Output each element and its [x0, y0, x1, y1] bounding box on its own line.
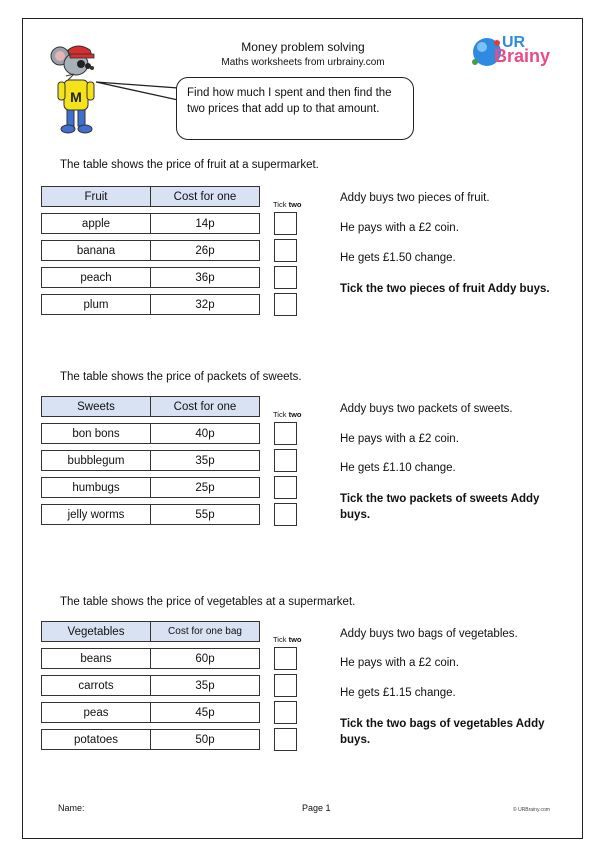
section-3-instruction: Tick the two bags of vegetables Addy buys.: [340, 718, 545, 747]
tick-box-bon-bons[interactable]: [274, 422, 297, 445]
table-row: plum 32p: [41, 294, 260, 315]
table-row: banana 26p: [41, 240, 260, 261]
section-2-instruction: Tick the two packets of sweets Addy buys.: [340, 493, 540, 522]
tick-box-potatoes[interactable]: [274, 728, 297, 751]
table-header-cost: Cost for one: [150, 186, 260, 207]
section-2-line-2: He pays with a £2 coin.: [340, 433, 459, 445]
section-1-intro: The table shows the price of fruit at a supermarket.: [60, 159, 319, 171]
logo-text-brainy: Brainy: [494, 46, 551, 66]
section-3-intro: The table shows the price of vegetables at a supermarket.: [60, 596, 356, 608]
section-2-line-1: Addy buys two packets of sweets.: [340, 403, 513, 415]
table-header-cost: Cost for one bag: [150, 621, 260, 642]
table-row: carrots 35p: [41, 675, 260, 696]
section-1-line-2: He pays with a £2 coin.: [340, 222, 459, 234]
tick-box-bubblegum[interactable]: [274, 449, 297, 472]
tick-box-carrots[interactable]: [274, 674, 297, 697]
tick-box-apple[interactable]: [274, 212, 297, 235]
tick-box-banana[interactable]: [274, 239, 297, 262]
tick-two-label: Tick two: [273, 635, 302, 644]
tick-box-peas[interactable]: [274, 701, 297, 724]
table-row: bubblegum 35p: [41, 450, 260, 471]
speech-pointer: [96, 78, 180, 108]
tick-two-label: Tick two: [273, 200, 302, 209]
speech-bubble: Find how much I spent and then find the two prices that add up to that amount.: [176, 77, 414, 140]
section-3-line-2: He pays with a £2 coin.: [340, 657, 459, 669]
table-header-item: Vegetables: [41, 621, 150, 642]
section-1-line-3: He gets £1.50 change.: [340, 252, 456, 264]
urbrainy-logo: [470, 34, 570, 74]
table-row: bon bons 40p: [41, 423, 260, 444]
section-2-intro: The table shows the price of packets of sweets.: [60, 371, 302, 383]
tick-two-label: Tick two: [273, 410, 302, 419]
table-header-item: Fruit: [41, 186, 150, 207]
tick-box-peach[interactable]: [274, 266, 297, 289]
section-1-line-1: Addy buys two pieces of fruit.: [340, 192, 490, 204]
table-row: humbugs 25p: [41, 477, 260, 498]
table-row: jelly worms 55p: [41, 504, 260, 525]
tick-box-plum[interactable]: [274, 293, 297, 316]
mascot-letter: M: [70, 89, 82, 105]
page-subtitle: Maths worksheets from urbrainy.com: [221, 57, 385, 68]
section-3-line-1: Addy buys two bags of vegetables.: [340, 628, 518, 640]
copyright: © URBrainy.com: [513, 807, 550, 813]
section-1-instruction: Tick the two pieces of fruit Addy buys.: [340, 283, 550, 295]
table-header-item: Sweets: [41, 396, 150, 417]
tick-box-humbugs[interactable]: [274, 476, 297, 499]
table-row: potatoes 50p: [41, 729, 260, 750]
section-2-line-3: He gets £1.10 change.: [340, 462, 456, 474]
table-header-cost: Cost for one: [150, 396, 260, 417]
name-label: Name:: [58, 803, 85, 813]
table-row: beans 60p: [41, 648, 260, 669]
page-number: Page 1: [302, 803, 331, 813]
table-row: peas 45p: [41, 702, 260, 723]
section-1-price-table: [41, 180, 260, 321]
table-row: peach 36p: [41, 267, 260, 288]
tick-box-beans[interactable]: [274, 647, 297, 670]
section-3-line-3: He gets £1.15 change.: [340, 687, 456, 699]
section-3-price-table: [41, 615, 260, 756]
tick-box-jelly-worms[interactable]: [274, 503, 297, 526]
section-2-price-table: [41, 390, 260, 531]
table-row: apple 14p: [41, 213, 260, 234]
page-title: Money problem solving: [241, 40, 365, 54]
logo-text-ur: UR: [502, 34, 526, 51]
